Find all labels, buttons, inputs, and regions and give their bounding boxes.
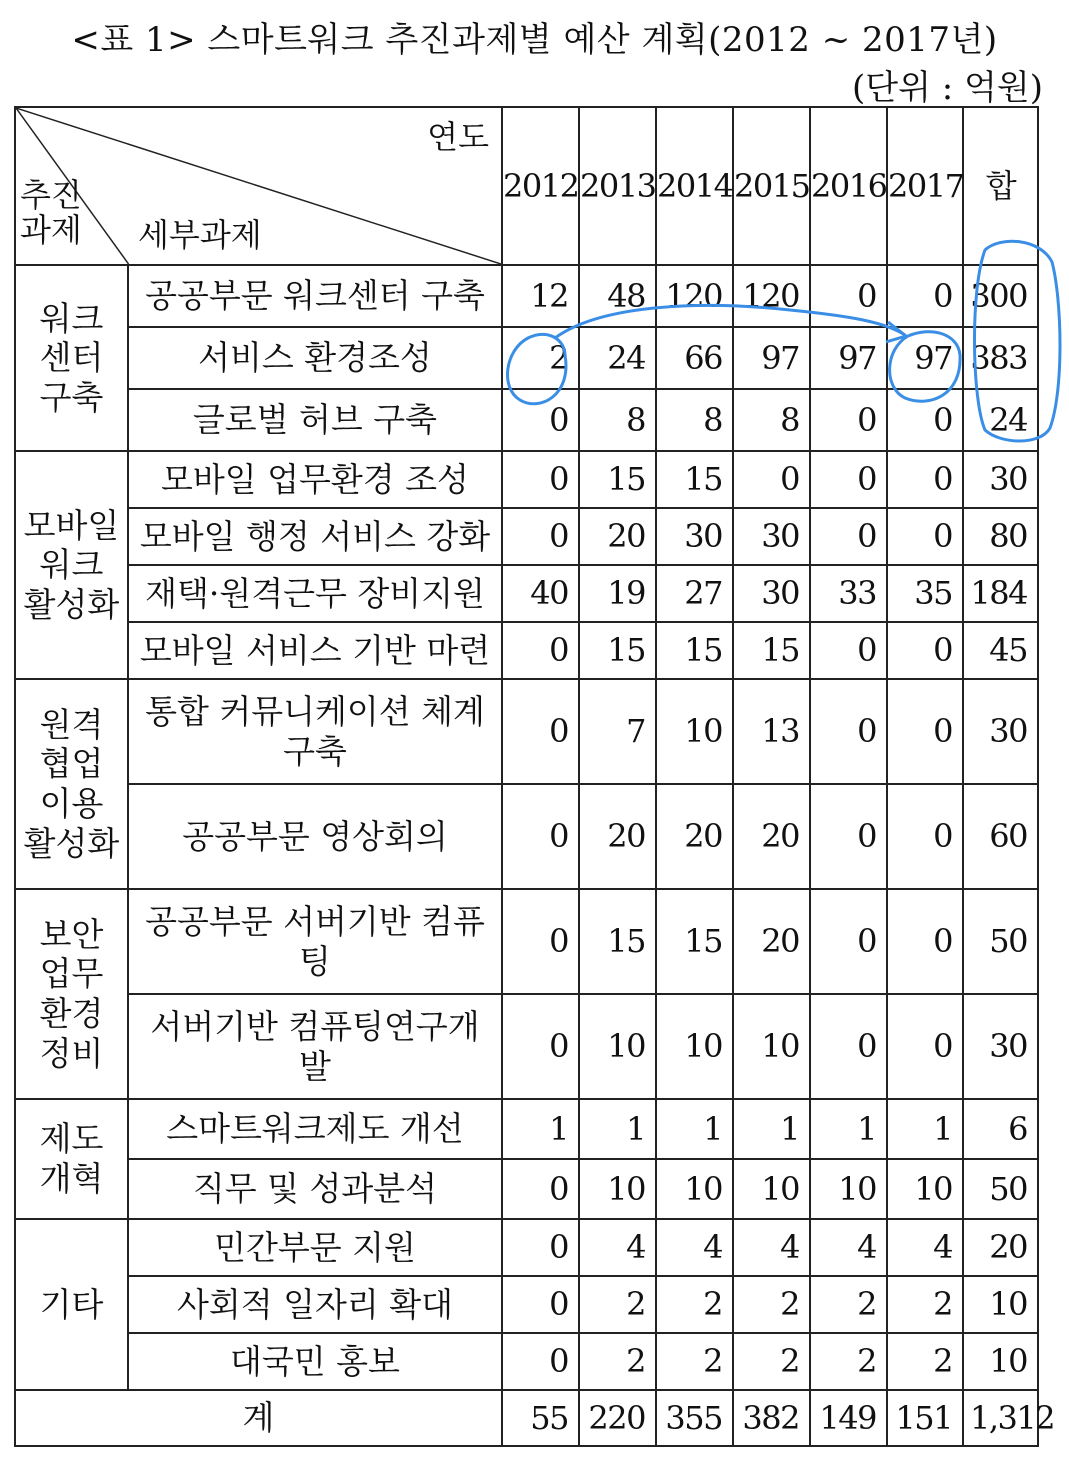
value-cell-2012: 12 [502,265,579,327]
value-cell-2016: 0 [810,389,887,451]
table-row [15,784,1038,889]
category-cell: 보안 업무 환경 정비 [15,889,128,1099]
value-cell-2017: 4 [887,1219,963,1276]
value-cell-2016: 0 [810,679,887,784]
value-cell-2013: 19 [579,565,656,622]
value-cell-2013: 20 [579,508,656,565]
table-row [15,265,1038,327]
value-cell-2015: 0 [733,451,810,508]
category-header-label: 추진 과제 [20,176,82,250]
value-cell-2015: 13 [733,679,810,784]
value-cell-2013: 15 [579,451,656,508]
year-header-2016: 2016 [810,107,887,265]
subtask-cell: 민간부문 지원 [128,1219,502,1276]
category-cell: 원격 협업 이용 활성화 [15,679,128,889]
value-cell-2013: 2 [579,1333,656,1390]
value-cell-2017: 2 [887,1276,963,1333]
value-cell-2014: 10 [656,679,733,784]
value-cell-2015: 120 [733,265,810,327]
value-cell-2013: 15 [579,889,656,994]
value-cell-2013: 7 [579,679,656,784]
value-cell-2016: 0 [810,994,887,1099]
value-cell-2013: 2 [579,1276,656,1333]
row-total-cell: 30 [963,994,1038,1099]
table-row [15,389,1038,451]
table-row [15,679,1038,784]
value-cell-2016: 2 [810,1333,887,1390]
value-cell-2012: 1 [502,1099,579,1159]
value-cell-2017: 0 [887,784,963,889]
value-cell-2013: 10 [579,1159,656,1219]
year-header-2014: 2014 [656,107,733,265]
grand-total-2015: 382 [733,1390,810,1446]
value-cell-2017: 0 [887,994,963,1099]
value-cell-2012: 0 [502,622,579,679]
subtask-cell: 모바일 서비스 기반 마련 [128,622,502,679]
total-header: 합 [963,107,1038,265]
value-cell-2014: 66 [656,327,733,389]
value-cell-2013: 10 [579,994,656,1099]
value-cell-2016: 0 [810,451,887,508]
grand-total-label: 계 [15,1390,502,1446]
table-row [15,1219,1038,1276]
table-row [15,1333,1038,1390]
value-cell-2012: 40 [502,565,579,622]
row-total-cell: 24 [963,389,1038,451]
table-row [15,565,1038,622]
value-cell-2012: 0 [502,889,579,994]
table-row [15,1159,1038,1219]
value-cell-2017: 0 [887,508,963,565]
value-cell-2014: 27 [656,565,733,622]
value-cell-2015: 1 [733,1099,810,1159]
value-cell-2015: 8 [733,389,810,451]
value-cell-2015: 4 [733,1219,810,1276]
value-cell-2012: 0 [502,508,579,565]
value-cell-2014: 15 [656,622,733,679]
value-cell-2014: 10 [656,1159,733,1219]
row-total-cell: 10 [963,1276,1038,1333]
year-header-2017: 2017 [887,107,963,265]
value-cell-2012: 0 [502,1219,579,1276]
subtask-cell: 모바일 업무환경 조성 [128,451,502,508]
year-header-2012: 2012 [502,107,579,265]
value-cell-2016: 0 [810,784,887,889]
value-cell-2017: 0 [887,679,963,784]
row-total-cell: 184 [963,565,1038,622]
grand-total-row [15,1390,1038,1446]
value-cell-2015: 10 [733,1159,810,1219]
value-cell-2015: 30 [733,508,810,565]
value-cell-2012: 0 [502,784,579,889]
value-cell-2017: 0 [887,622,963,679]
value-cell-2013: 20 [579,784,656,889]
value-cell-2015: 20 [733,889,810,994]
subtask-cell: 글로벌 허브 구축 [128,389,502,451]
unit-label: (단위 : 억원) [852,68,1043,108]
value-cell-2016: 4 [810,1219,887,1276]
row-total-cell: 50 [963,889,1038,994]
value-cell-2014: 10 [656,994,733,1099]
grand-total-2014: 355 [656,1390,733,1446]
subtask-cell: 사회적 일자리 확대 [128,1276,502,1333]
value-cell-2014: 15 [656,451,733,508]
value-cell-2017: 10 [887,1159,963,1219]
subtask-cell: 공공부문 워크센터 구축 [128,265,502,327]
value-cell-2014: 2 [656,1276,733,1333]
row-total-cell: 80 [963,508,1038,565]
row-total-cell: 383 [963,327,1038,389]
value-cell-2015: 15 [733,622,810,679]
year-header-2015: 2015 [733,107,810,265]
value-cell-2017: 1 [887,1099,963,1159]
value-cell-2015: 10 [733,994,810,1099]
table-row [15,889,1038,994]
value-cell-2015: 2 [733,1333,810,1390]
budget-table [14,106,1055,1447]
value-cell-2012: 0 [502,389,579,451]
value-cell-2016: 0 [810,265,887,327]
table-row [15,994,1038,1099]
grand-total-2017: 151 [887,1390,963,1446]
row-total-cell: 20 [963,1219,1038,1276]
value-cell-2014: 2 [656,1333,733,1390]
value-cell-2014: 8 [656,389,733,451]
subtask-cell: 통합 커뮤니케이션 체계 구축 [128,679,502,784]
category-cell: 모바일 워크 활성화 [15,451,128,679]
row-total-cell: 60 [963,784,1038,889]
value-cell-2016: 97 [810,327,887,389]
subtask-header-label: 세부과제 [138,216,262,254]
row-total-cell: 6 [963,1099,1038,1159]
row-total-cell: 45 [963,622,1038,679]
value-cell-2016: 2 [810,1276,887,1333]
row-total-cell: 30 [963,451,1038,508]
value-cell-2016: 0 [810,622,887,679]
table-row [15,622,1038,679]
grand-total-2013: 220 [579,1390,656,1446]
value-cell-2013: 4 [579,1219,656,1276]
subtask-cell: 대국민 홍보 [128,1333,502,1390]
row-total-cell: 300 [963,265,1038,327]
value-cell-2015: 97 [733,327,810,389]
subtask-cell: 재택·원격근무 장비지원 [128,565,502,622]
table-row [15,508,1038,565]
grand-total-2012: 55 [502,1390,579,1446]
table-row [15,1099,1038,1159]
grand-total-2016: 149 [810,1390,887,1446]
value-cell-2012: 0 [502,1276,579,1333]
table-title: <표 1> 스마트워크 추진과제별 예산 계획(2012 ~ 2017년) [71,20,998,60]
value-cell-2013: 48 [579,265,656,327]
value-cell-2014: 20 [656,784,733,889]
row-total-cell: 10 [963,1333,1038,1390]
grand-total-sum: 1,312 [963,1390,1038,1446]
year-header-2013: 2013 [579,107,656,265]
table-body [15,107,1055,1446]
row-total-cell: 50 [963,1159,1038,1219]
value-cell-2013: 8 [579,389,656,451]
subtask-cell: 직무 및 성과분석 [128,1159,502,1219]
value-cell-2012: 0 [502,1333,579,1390]
subtask-cell: 서버기반 컴퓨팅연구개발 [128,994,502,1099]
value-cell-2012: 0 [502,679,579,784]
value-cell-2017: 35 [887,565,963,622]
value-cell-2017: 97 [887,327,963,389]
category-cell: 워크 센터 구축 [15,265,128,451]
value-cell-2017: 0 [887,389,963,451]
value-cell-2012: 0 [502,451,579,508]
header-row [15,107,1038,265]
value-cell-2017: 2 [887,1333,963,1390]
value-cell-2014: 1 [656,1099,733,1159]
category-cell: 제도 개혁 [15,1099,128,1219]
value-cell-2014: 15 [656,889,733,994]
row-total-cell: 30 [963,679,1038,784]
table-row [15,1276,1038,1333]
value-cell-2016: 0 [810,508,887,565]
value-cell-2015: 30 [733,565,810,622]
value-cell-2016: 33 [810,565,887,622]
subtask-cell: 공공부문 영상회의 [128,784,502,889]
value-cell-2015: 2 [733,1276,810,1333]
subtask-cell: 공공부문 서버기반 컴퓨팅 [128,889,502,994]
value-cell-2017: 0 [887,451,963,508]
value-cell-2017: 0 [887,265,963,327]
value-cell-2014: 120 [656,265,733,327]
value-cell-2012: 0 [502,1159,579,1219]
table-row [15,451,1038,508]
value-cell-2012: 2 [502,327,579,389]
value-cell-2016: 1 [810,1099,887,1159]
value-cell-2015: 20 [733,784,810,889]
subtask-cell: 서비스 환경조성 [128,327,502,389]
subtask-cell: 스마트워크제도 개선 [128,1099,502,1159]
value-cell-2012: 0 [502,994,579,1099]
year-header-label: 연도 [427,118,489,156]
header-corner-cell [15,107,502,265]
value-cell-2016: 10 [810,1159,887,1219]
table-row [15,327,1038,389]
value-cell-2016: 0 [810,889,887,994]
value-cell-2017: 0 [887,889,963,994]
subtask-cell: 모바일 행정 서비스 강화 [128,508,502,565]
value-cell-2013: 15 [579,622,656,679]
category-cell: 기타 [15,1219,128,1390]
value-cell-2014: 30 [656,508,733,565]
value-cell-2013: 24 [579,327,656,389]
value-cell-2014: 4 [656,1219,733,1276]
value-cell-2013: 1 [579,1099,656,1159]
